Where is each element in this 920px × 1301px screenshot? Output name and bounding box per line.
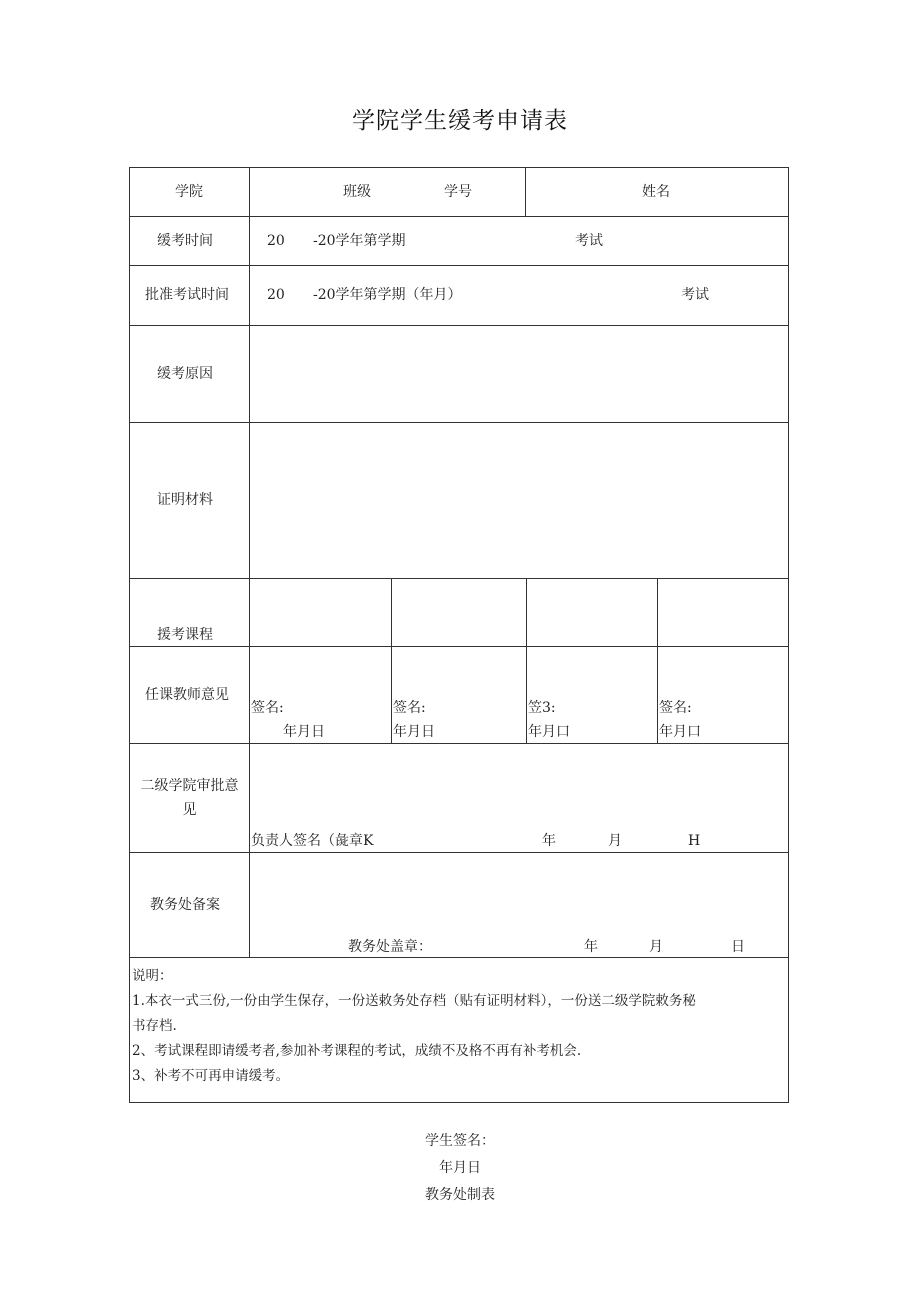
name-field[interactable] xyxy=(670,168,788,216)
form-maker: 教务处制表 xyxy=(425,1187,495,1203)
teacher-date-1: 年月日 xyxy=(283,724,325,740)
row-divider xyxy=(130,578,788,579)
teacher-date-2: 年月日 xyxy=(393,724,435,740)
row-divider xyxy=(130,743,788,744)
college-field[interactable] xyxy=(250,168,340,216)
approval-year: 年 xyxy=(542,833,556,849)
course-column-divider xyxy=(657,578,658,743)
row-divider xyxy=(130,265,788,266)
name-column-divider xyxy=(525,168,526,216)
student-id-label: 学号 xyxy=(444,184,472,200)
record-year: 年 xyxy=(584,939,598,955)
teacher-sign-1: 签名: xyxy=(251,700,284,716)
row-divider xyxy=(130,852,788,853)
teacher-opinion-label: 任课教师意见 xyxy=(145,687,229,703)
academic-affairs-record-label: 教务处备案 xyxy=(150,897,220,913)
college-approval-label-line2: 见 xyxy=(182,802,197,818)
instruction-1: 1.本衣一式三份,一份由学生保存，一份送敕务处存档（贴有证明材料），一份送二级学院敕务秘 xyxy=(132,993,696,1009)
college-approval-label-line1: 二级学院审批意 xyxy=(140,778,239,794)
row-divider xyxy=(130,646,788,647)
approved-term-text: -20学年第学期（年月） xyxy=(313,287,462,303)
instruction-1-continued: 书存档. xyxy=(132,1018,177,1034)
proof-materials-label: 证明材料 xyxy=(157,492,213,508)
approved-exam-time-label: 批准考试时间 xyxy=(145,287,229,303)
form-title: 学院学生缓考申请表 xyxy=(352,108,568,134)
college-approval-label xyxy=(130,774,249,822)
instructions-heading: 说明： xyxy=(132,968,173,984)
approved-year-prefix: 20 xyxy=(267,287,285,303)
class-label: 班级 xyxy=(343,184,371,200)
student-signature: 学生签名： xyxy=(425,1133,495,1149)
record-day: 日 xyxy=(731,939,745,955)
row-divider xyxy=(130,216,788,217)
college-label: 学院 xyxy=(175,184,203,200)
responsible-person-sign: 负责人签名（彘章K xyxy=(251,833,374,849)
teacher-sign-3: 笠3: xyxy=(528,700,556,716)
instructions xyxy=(132,964,786,1089)
teacher-date-4: 年月口 xyxy=(659,724,701,740)
deferral-time-label: 缓考时间 xyxy=(157,233,213,249)
course-column-divider xyxy=(391,578,392,743)
footer-date: 年月日 xyxy=(439,1160,481,1176)
deferral-exam-label: 考试 xyxy=(575,233,603,249)
instruction-2: 2、考试课程即请缓考者,参加补考课程的考试，成绩不及格不再有补考机会. xyxy=(132,1043,582,1059)
name-label: 姓名 xyxy=(642,184,670,200)
instruction-3: 3、补考不可再申请缓考。 xyxy=(132,1068,290,1084)
approval-day: H xyxy=(688,833,701,849)
teacher-sign-4: 签名: xyxy=(659,700,692,716)
teacher-date-3: 年月口 xyxy=(528,724,570,740)
deferral-reason-field[interactable] xyxy=(250,326,788,422)
academic-affairs-stamp: 教务处盖章： xyxy=(348,939,432,955)
approval-month: 月 xyxy=(608,833,622,849)
deferred-courses-label: 援考课程 xyxy=(157,627,213,643)
teacher-sign-2: 签名: xyxy=(393,700,426,716)
record-month: 月 xyxy=(649,939,663,955)
application-form-table xyxy=(129,167,789,1103)
deferral-year-prefix: 20 xyxy=(267,233,285,249)
deferral-reason-label: 缓考原因 xyxy=(157,366,213,382)
approved-exam-label: 考试 xyxy=(681,287,709,303)
proof-materials-field[interactable] xyxy=(250,423,788,578)
row-divider xyxy=(130,957,788,958)
course-column-divider xyxy=(526,578,527,743)
deferral-term-text: -20学年第学期 xyxy=(313,233,406,249)
